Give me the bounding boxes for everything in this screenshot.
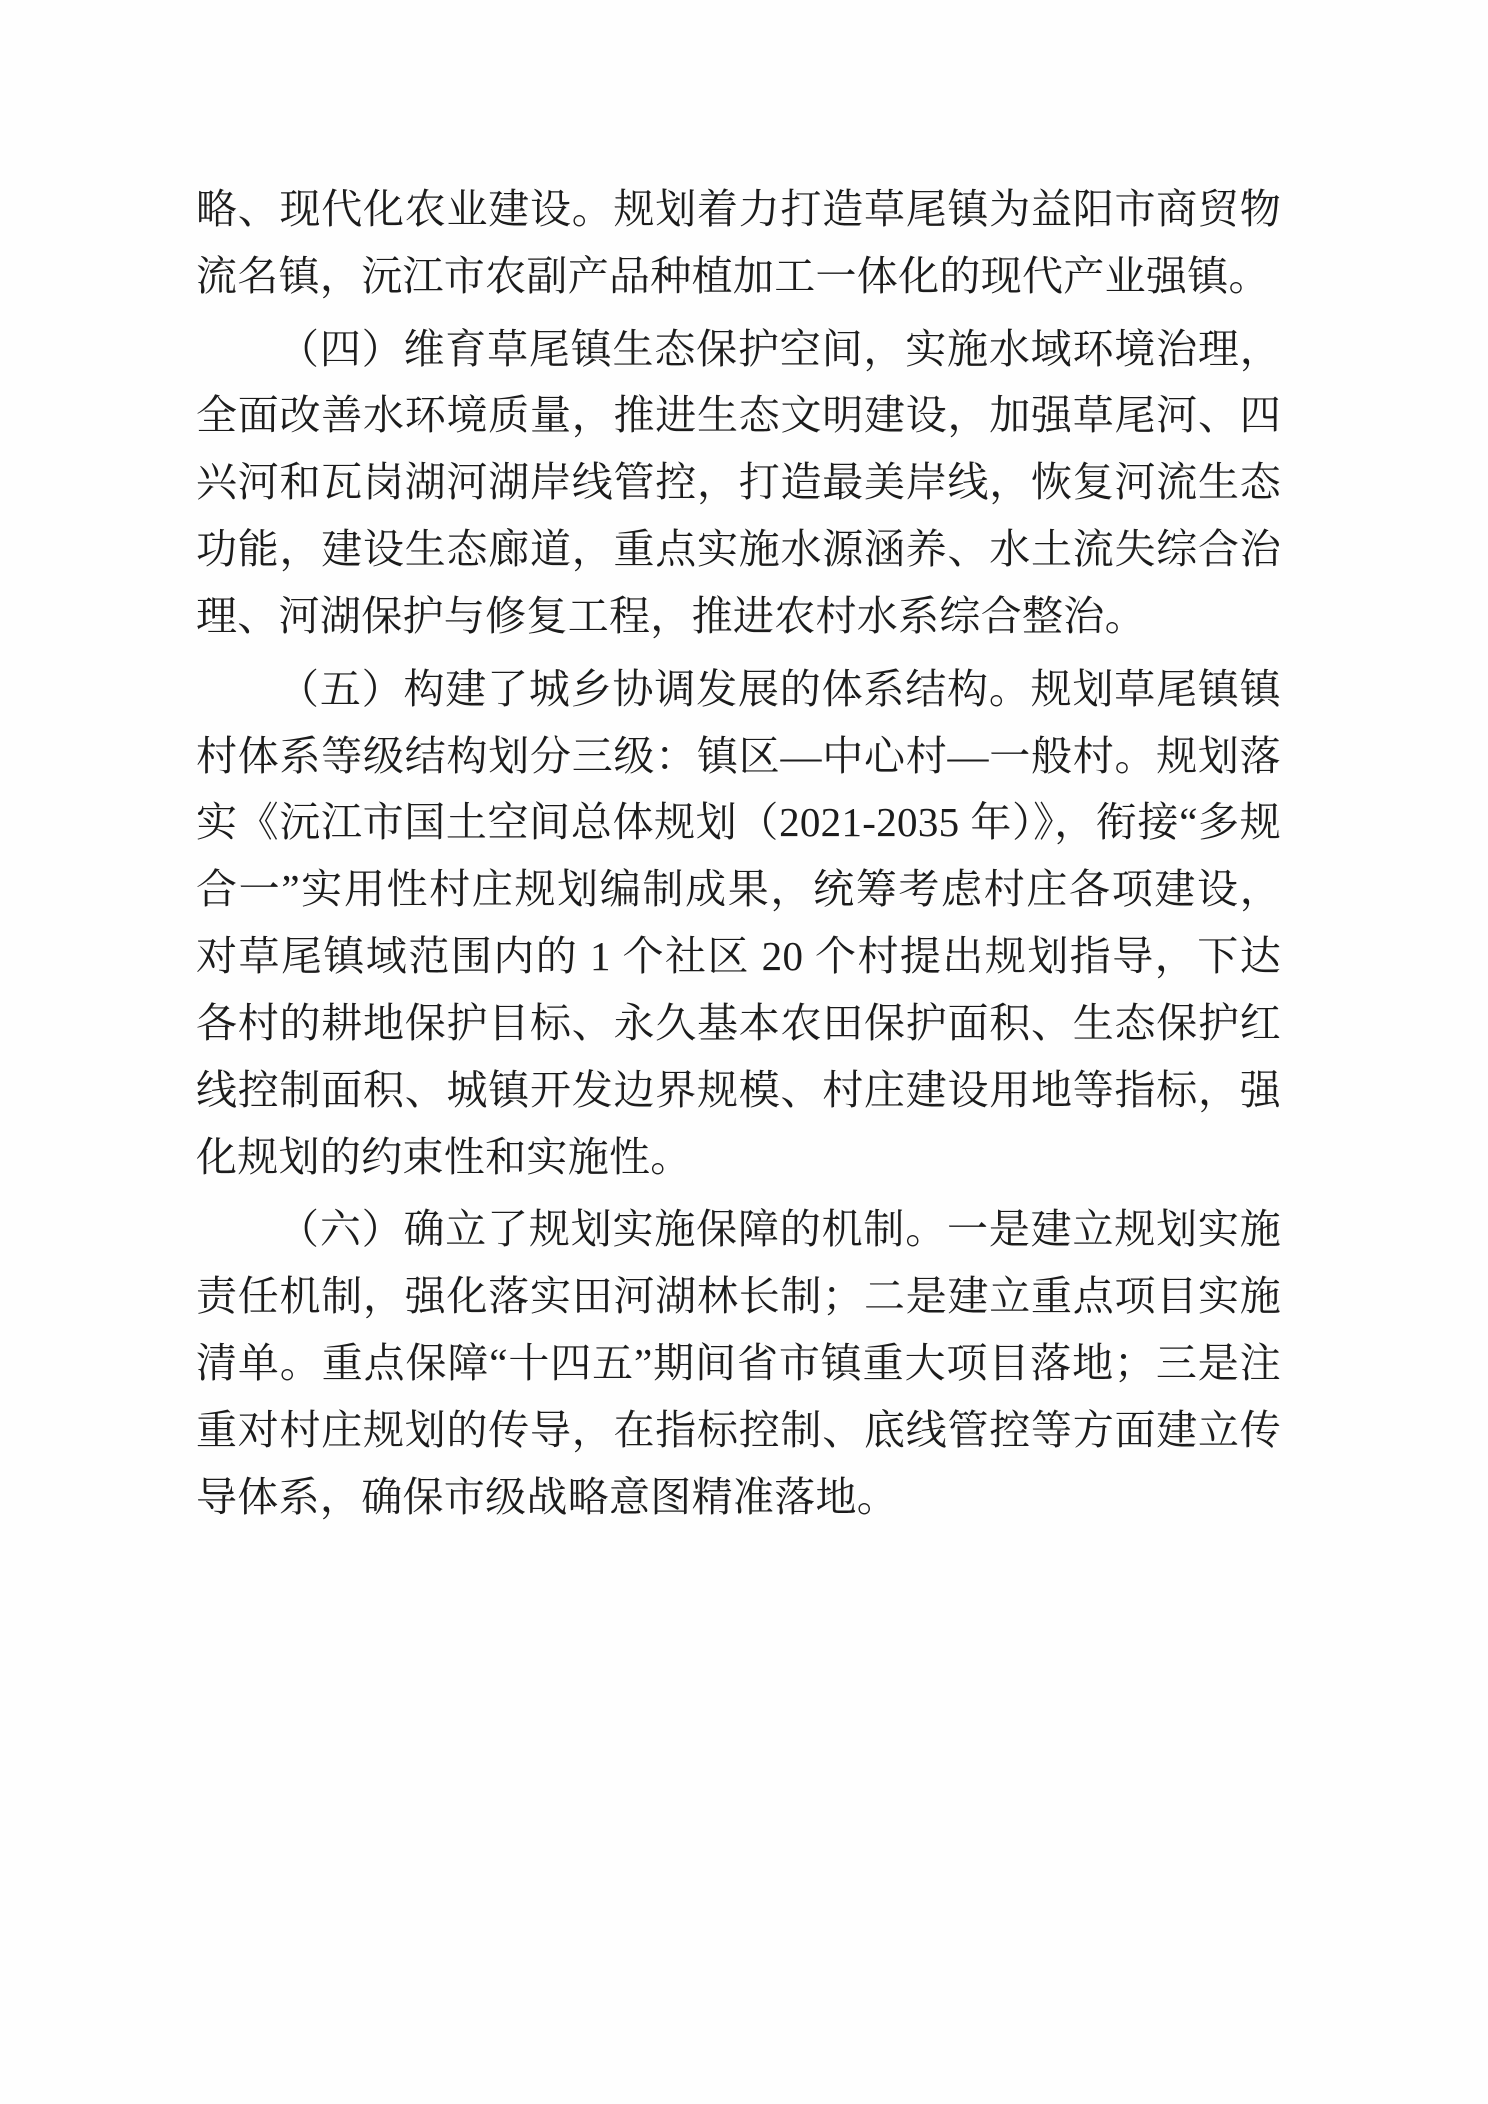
paragraph-continuation: 略、现代化农业建设。规划着力打造草尾镇为益阳市商贸物流名镇，沅江市农副产品种植加工一体化的现代产业强镇。 xyxy=(196,186,1281,299)
paragraph-item-four: （四）维育草尾镇生态保护空间，实施水域环境治理，全面改善水环境质量，推进生态文明建设，加强草尾河、四兴河和瓦岗湖河湖岸线管控，打造最美岸线，恢复河流生态功能，建设生态廊道，重点实施水源涵养、水土流失综合治理、河湖保护与修复工程，推进农村水系综合整治。 xyxy=(196,325,1281,639)
page-text-body xyxy=(196,176,1281,1537)
paragraph-item-five: （五）构建了城乡协调发展的体系结构。规划草尾镇镇村体系等级结构划分三级：镇区—中心村—一般村。规划落实《沅江市国土空间总体规划（2021-2035 年）》，衔接“多规合一”实用性村庄规划编制成果，统筹考虑村庄各项建设，对草尾镇域范围内的 1 个社区 20 个村提出规划指导，下达各村的耕地保护目标、永久基本农田保护面积、生态保护红线控制面积、城镇开发边界规模、村庄建设用地等指标，强化规划的约束性和实施性。 xyxy=(196,665,1281,1180)
paragraph-item-six: （六）确立了规划实施保障的机制。一是建立规划实施责任机制，强化落实田河湖林长制；二是建立重点项目实施清单。重点保障“十四五”期间省市镇重大项目落地；三是注重对村庄规划的传导，在指标控制、底线管控等方面建立传导体系，确保市级战略意图精准落地。 xyxy=(196,1206,1281,1520)
